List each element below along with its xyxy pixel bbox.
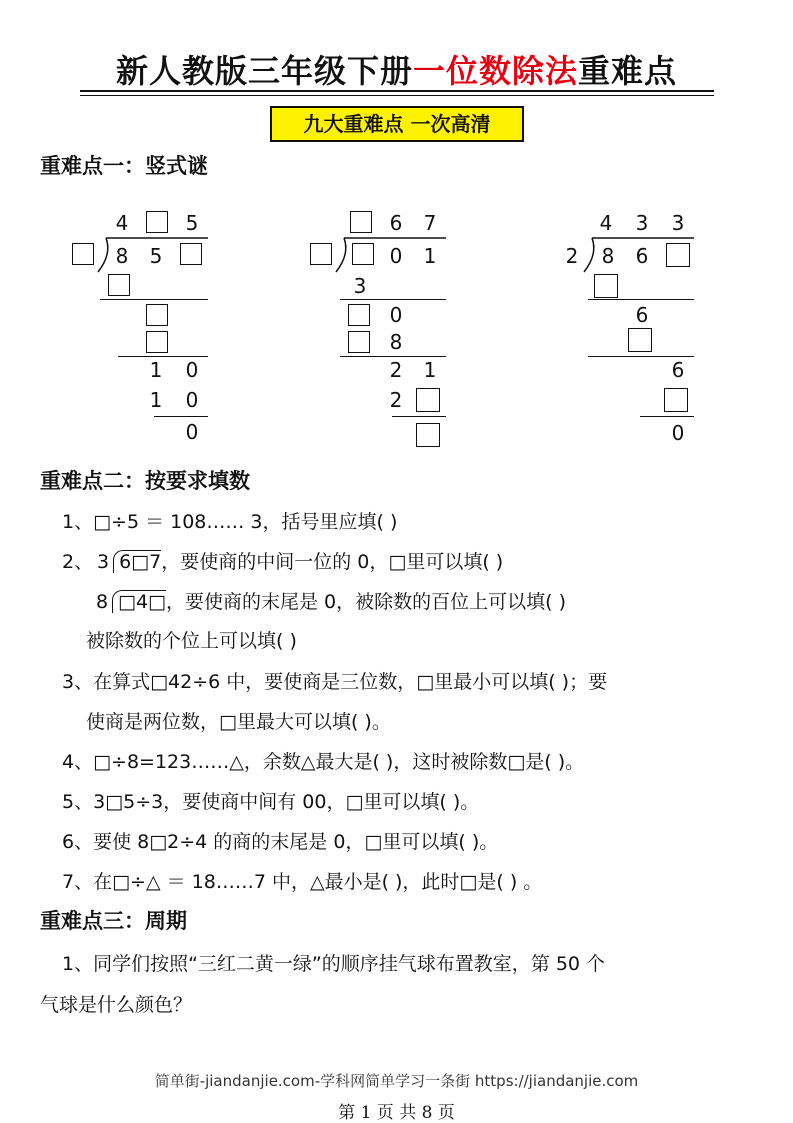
question-4: 4、□÷8=123……△，余数△最大是( )，这时被除数□是( )。 [62,751,585,773]
divisor: 3 [97,551,110,573]
digit: 2 [389,388,403,412]
rule [154,416,208,417]
dividend: □4□ [112,590,166,613]
digit: 6 [635,244,649,268]
blank-box [664,388,688,412]
rule [340,356,446,357]
digit: 1 [149,388,163,412]
blank-box [310,243,332,265]
question-1: 1、□÷5 ＝ 108…… 3，括号里应填( ) [62,511,398,533]
blank-box [72,243,94,265]
blank-box [348,331,370,353]
rule [588,299,694,300]
question-number: 2、 [62,551,94,573]
question-7: 7、在□÷△ ＝ 18……7 中，△最小是( )，此时□是( ) 。 [62,871,543,893]
question-2b [92,589,566,615]
blank-box [146,304,168,326]
digit: 0 [671,421,685,445]
digit: 5 [185,211,199,235]
digit: 2 [565,244,579,268]
digit: 3 [353,274,367,298]
title-prefix: 新人教版三年级下册 [115,52,413,90]
page-title [0,46,793,92]
title-underline-thin [80,95,714,96]
rule [100,299,208,300]
digit: 8 [601,244,615,268]
blank-box [108,274,130,296]
question-2 [62,549,503,575]
digit: 3 [671,211,685,235]
title-highlight: 一位数除法 [412,52,578,90]
digit: 4 [115,211,129,235]
rule [640,416,694,417]
digit: 7 [423,211,437,235]
question-5: 5、3□5÷3，要使商中间有 00，□里可以填( )。 [62,791,480,813]
digit: 1 [423,244,437,268]
digit: 6 [671,358,685,382]
question-period-1: 1、同学们按照“三红二黄一绿”的顺序挂气球布置教室，第 50 个 [62,953,606,975]
blank-box [146,331,168,353]
question-text: ，要使商的中间一位的 0，□里可以填( ) [161,551,504,573]
section2-heading: 重难点二：按要求填数 [40,468,250,493]
footer-text: 简单街-jiandanjie.com-学科网简单学习一条街 https://jiandanjie.com [154,1072,639,1090]
question-6: 6、要使 8□2÷4 的商的末尾是 0，□里可以填( )。 [62,831,499,853]
digit: 1 [423,358,437,382]
digit: 0 [389,303,403,327]
digit: 6 [635,303,649,327]
digit: 0 [185,358,199,382]
digit: 8 [115,244,129,268]
digit: 5 [149,244,163,268]
digit: 0 [185,420,199,444]
blank-box [350,211,372,233]
blank-box [180,243,202,265]
digit: 2 [389,358,403,382]
blank-box [594,274,618,298]
banner: 九大重难点 一次高清 [270,106,524,142]
digit: 1 [149,358,163,382]
digit: 0 [185,388,199,412]
page-indicator: 第 1 页 共 8 页 [338,1103,455,1123]
rule [588,356,694,357]
digit: 0 [389,244,403,268]
blank-box [348,304,370,326]
section3-heading: 重难点三：周期 [40,908,187,933]
blank-box [416,423,440,447]
rule [118,356,208,357]
digit: 8 [389,330,403,354]
rule [392,416,446,417]
question-2c: 被除数的个位上可以填( ) [86,630,297,652]
blank-box [352,243,374,265]
question-3a: 3、在算式□42÷6 中，要使商是三位数，□里最小可以填( )；要 [62,671,608,693]
blank-box [628,328,652,352]
title-suffix: 重难点 [578,52,678,90]
section1-heading: 重难点一：竖式谜 [40,153,208,178]
dividend: 6□7 [113,550,161,573]
question-period-1-cont: 气球是什么颜色？ [40,994,193,1016]
question-text: ，要使商的末尾是 0，被除数的百位上可以填( ) [166,591,566,613]
title-underline [80,90,714,92]
divisor: 8 [95,591,109,613]
question-3b: 使商是两位数，□里最大可以填( )。 [86,711,391,733]
digit: 6 [389,211,403,235]
digit: 3 [635,211,649,235]
blank-box [416,388,440,412]
digit: 4 [599,211,613,235]
blank-box [146,211,168,233]
rule [340,299,446,300]
blank-box [666,243,690,267]
